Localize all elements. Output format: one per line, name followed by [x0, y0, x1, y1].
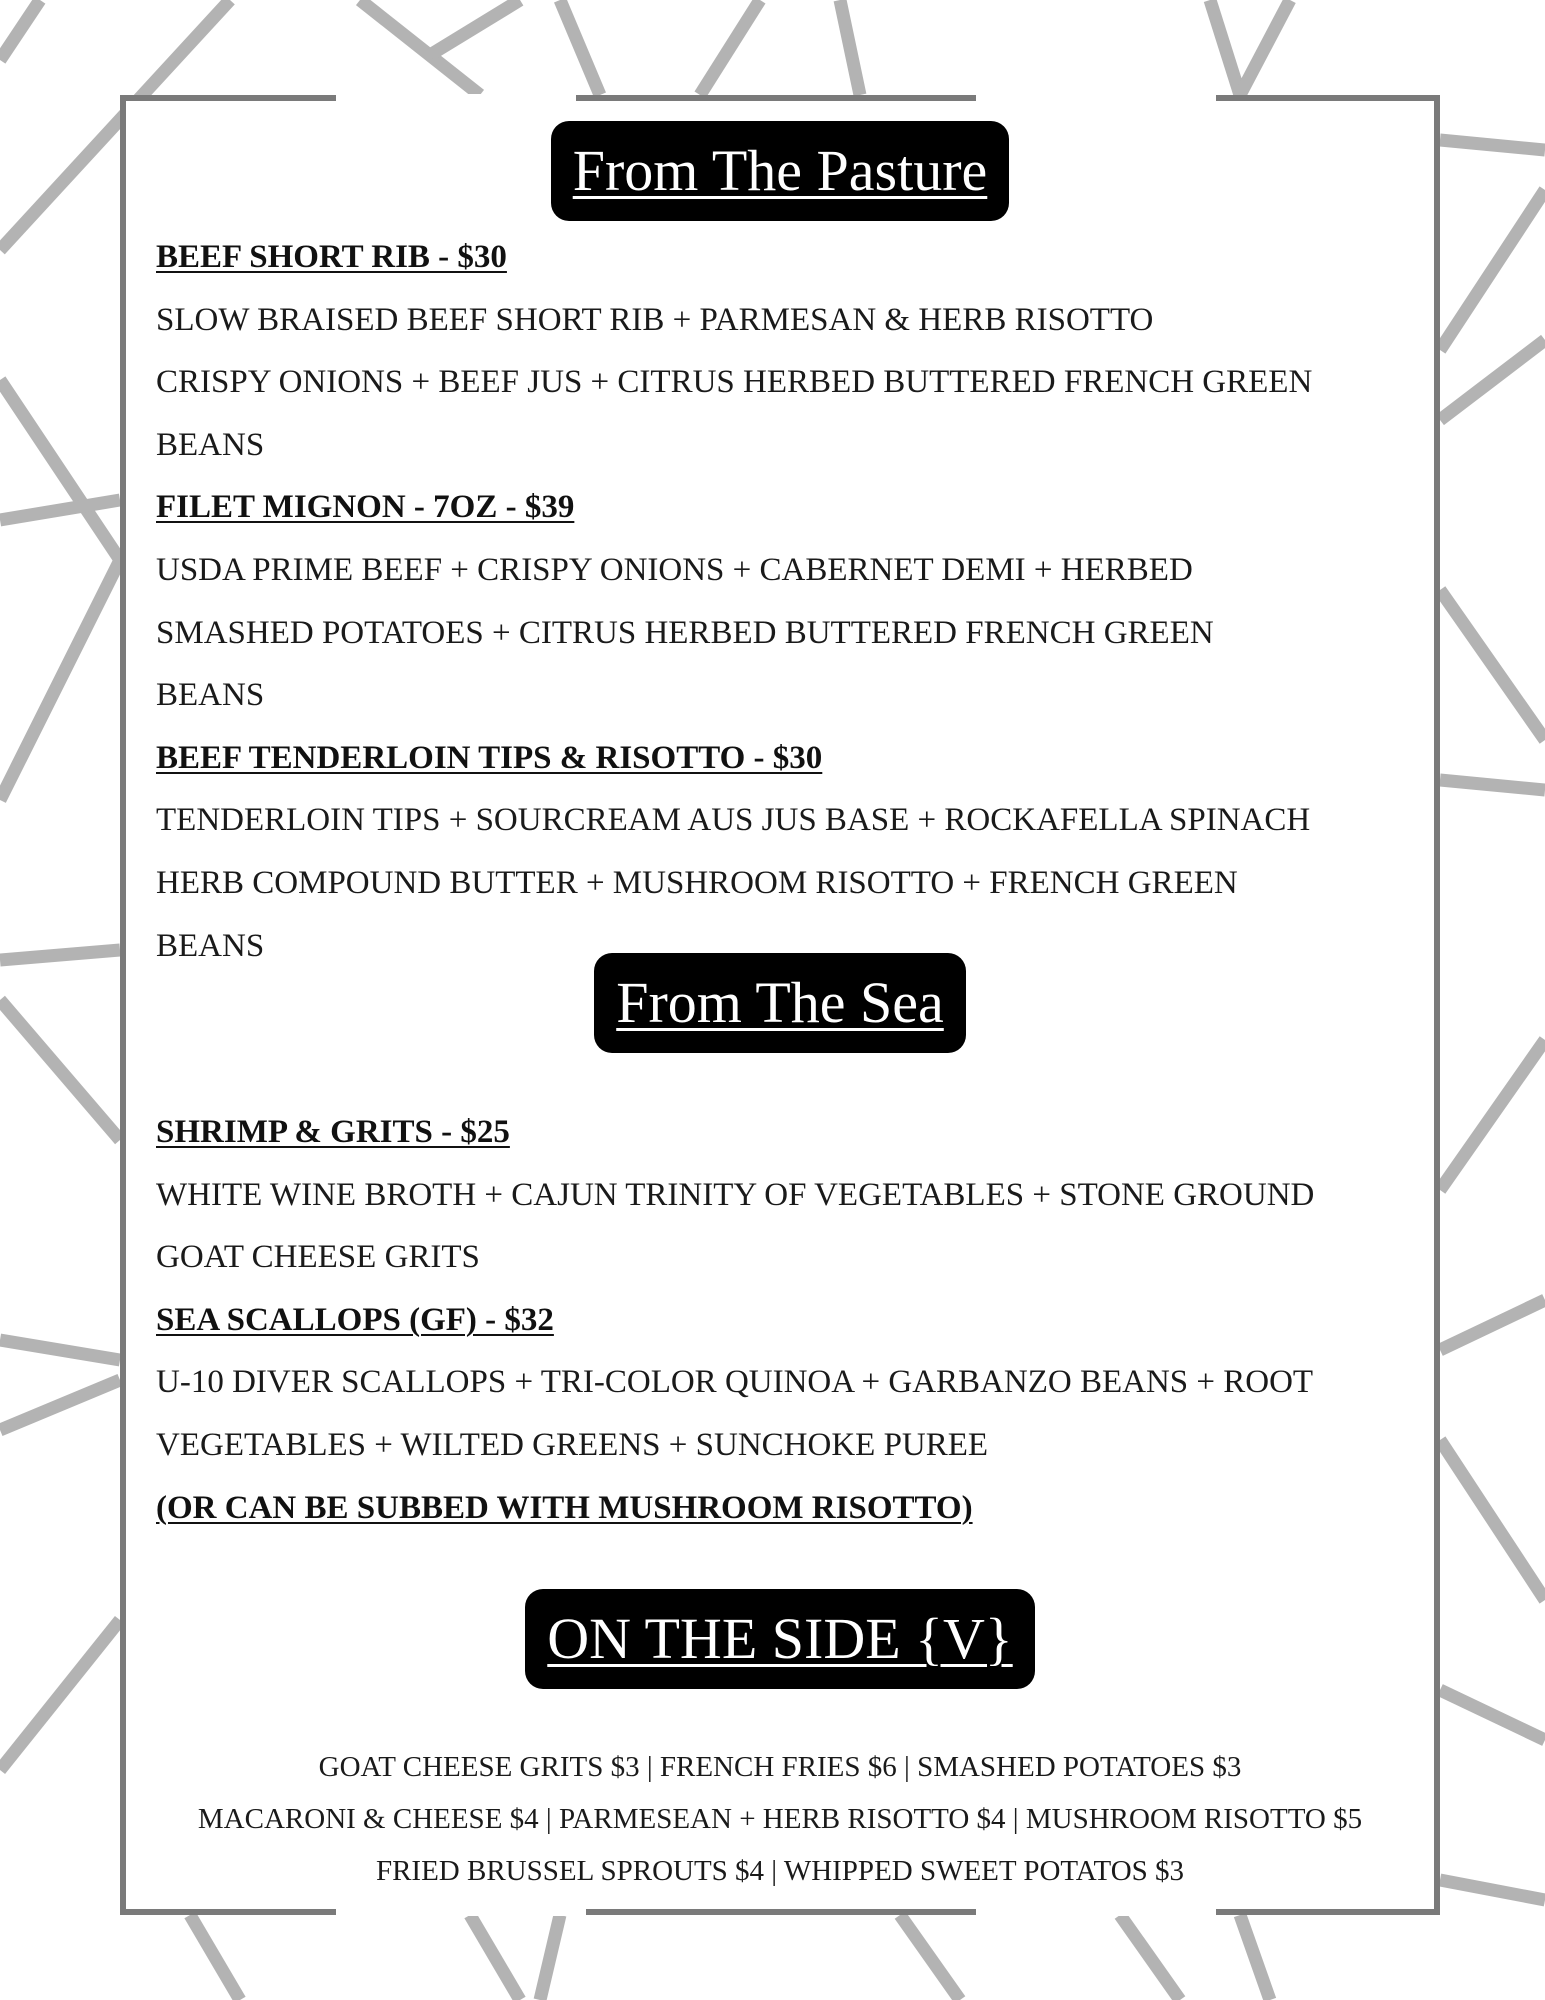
menu-item-desc: BEANS: [156, 927, 265, 964]
menu-item-desc: USDA PRIME BEEF + CRISPY ONIONS + CABERNET DEMI + HERBED: [156, 551, 1193, 588]
menu-item-desc: TENDERLOIN TIPS + SOURCREAM AUS JUS BASE + ROCKAFELLA SPINACH: [156, 802, 1311, 839]
sea-heading: [126, 953, 1434, 1053]
pasture-heading: [126, 121, 1434, 221]
menu-item-title: FILET MIGNON - 7OZ - $39: [156, 489, 575, 526]
pasture-section: [156, 226, 1414, 977]
frame-gap: [336, 1908, 586, 1916]
sides-heading-label: ON THE SIDE {V}: [525, 1589, 1034, 1689]
menu-item-title: BEEF SHORT RIB - $30: [156, 239, 507, 275]
menu-item-desc: CRISPY ONIONS + BEEF JUS + CITRUS HERBED BUTTERED FRENCH GREEN: [156, 364, 1313, 401]
frame-gap: [976, 94, 1216, 102]
menu-item-desc: SLOW BRAISED BEEF SHORT RIB + PARMESAN & HERB RISOTTO: [156, 301, 1154, 338]
frame-gap: [976, 1908, 1216, 1916]
menu-item-title: SHRIMP & GRITS - $25: [156, 1114, 510, 1150]
sea-heading-label: From The Sea: [594, 953, 966, 1053]
sea-section: [156, 1101, 1414, 1539]
menu-item-note: (OR CAN BE SUBBED WITH MUSHROOM RISOTTO): [156, 1489, 973, 1526]
sides-list: [126, 1741, 1434, 1897]
sides-line: MACARONI & CHEESE $4 | PARMESEAN + HERB RISOTTO $4 | MUSHROOM RISOTTO $5: [197, 1803, 1363, 1835]
frame-gap: [336, 94, 576, 102]
menu-item-desc: WHITE WINE BROTH + CAJUN TRINITY OF VEGETABLES + STONE GROUND: [156, 1176, 1315, 1213]
menu-item-desc: U-10 DIVER SCALLOPS + TRI-COLOR QUINOA + GARBANZO BEANS + ROOT: [156, 1364, 1314, 1401]
menu-item-title: SEA SCALLOPS (GF) - $32: [156, 1301, 554, 1338]
menu-item-title: BEEF TENDERLOIN TIPS & RISOTTO - $30: [156, 739, 823, 776]
menu-item-desc: BEANS: [156, 677, 265, 714]
sides-heading: [126, 1589, 1434, 1689]
menu-item-desc: GOAT CHEESE GRITS: [156, 1239, 480, 1276]
sides-line: GOAT CHEESE GRITS $3 | FRENCH FRIES $6 | SMASHED POTATOES $3: [318, 1751, 1242, 1783]
menu-card: [120, 95, 1440, 1915]
sides-line: FRIED BRUSSEL SPROUTS $4 | WHIPPED SWEET POTATOS $3: [375, 1855, 1185, 1887]
menu-item-desc: VEGETABLES + WILTED GREENS + SUNCHOKE PUREE: [156, 1426, 989, 1463]
menu-item-desc: BEANS: [156, 426, 265, 463]
menu-item-desc: HERB COMPOUND BUTTER + MUSHROOM RISOTTO + FRENCH GREEN: [156, 864, 1238, 901]
menu-item-desc: SMASHED POTATOES + CITRUS HERBED BUTTERED FRENCH GREEN: [156, 614, 1214, 651]
pasture-heading-label: From The Pasture: [551, 121, 1010, 221]
